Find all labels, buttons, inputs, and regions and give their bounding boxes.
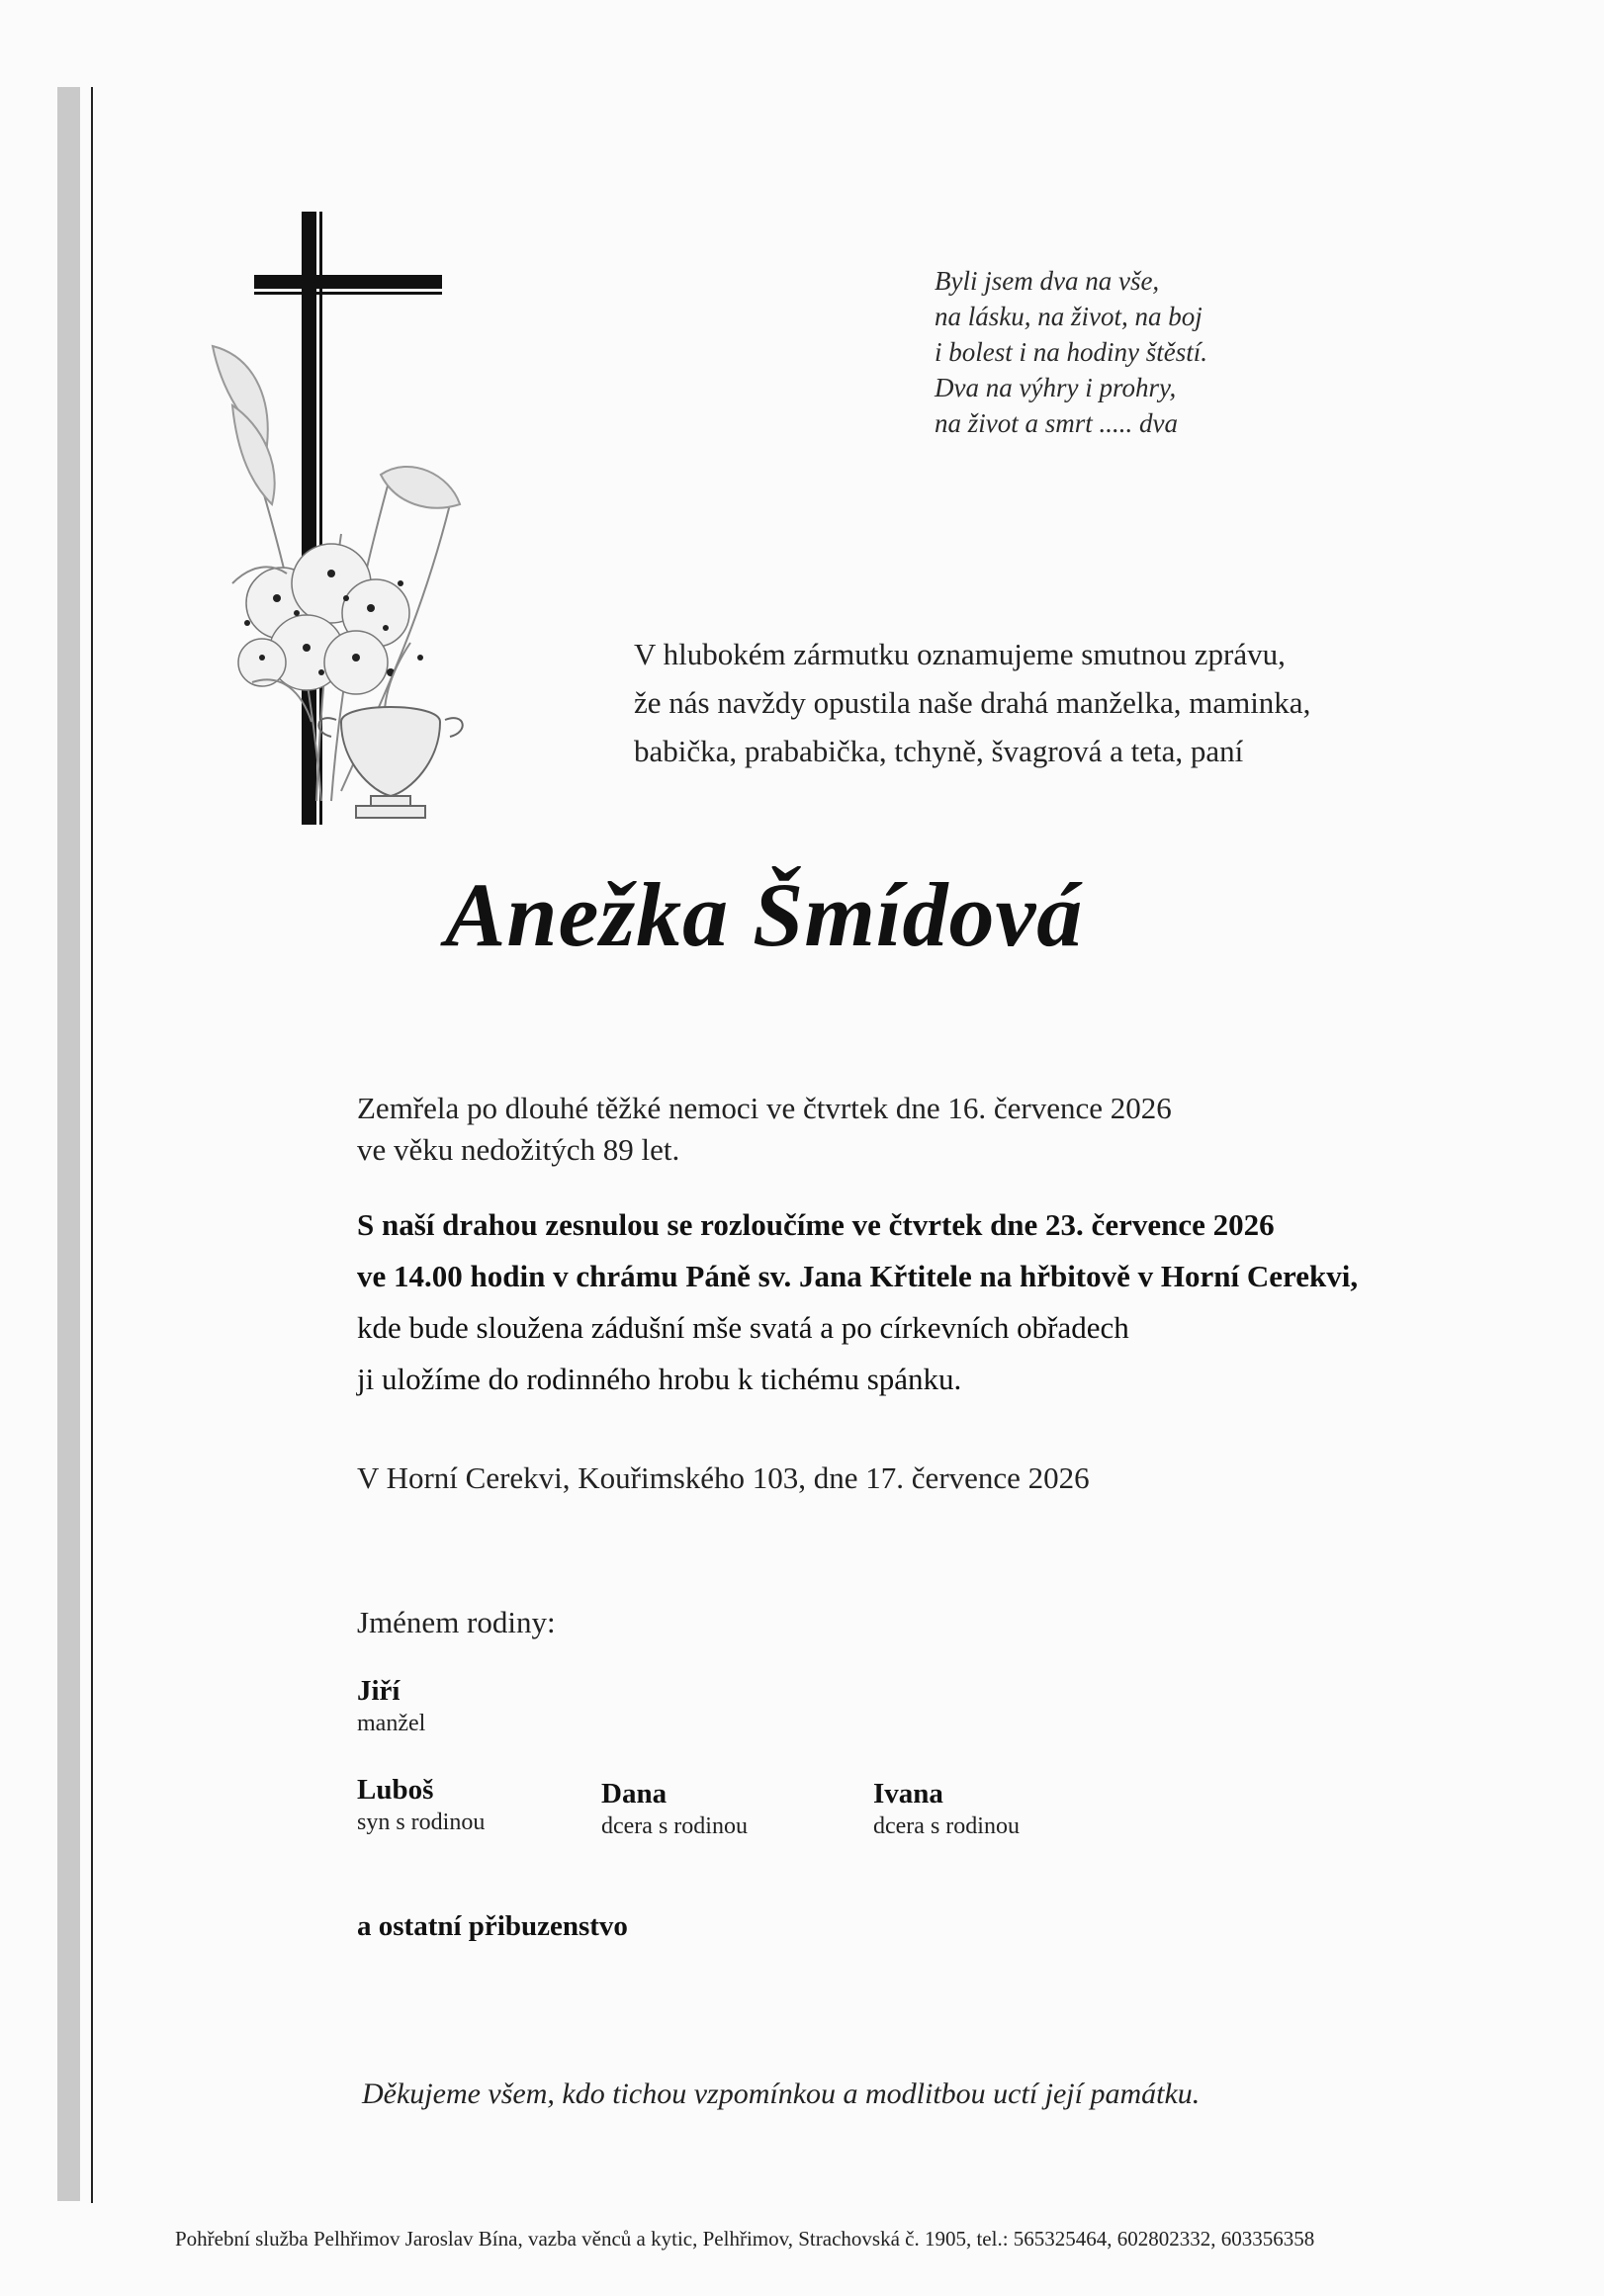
family-member-role: dcera s rodinou (873, 1813, 1020, 1839)
poem-line: i bolest i na hodiny štěstí. (935, 337, 1207, 367)
family-heading: Jménem rodiny: (357, 1605, 556, 1639)
announcement-line: V hlubokém zármutku oznamujeme smutnou zprávu, (634, 637, 1286, 671)
family-member-role: dcera s rodinou (601, 1813, 748, 1839)
deceased-name: Anežka Šmídová (445, 864, 1084, 965)
family-member-name: Jiří (357, 1675, 401, 1707)
poem (935, 263, 1207, 441)
funeral-info (357, 1199, 1358, 1405)
family-member-role: syn s rodinou (357, 1810, 486, 1835)
family-member-role: manžel (357, 1711, 426, 1736)
family-member (357, 1673, 425, 1738)
family-member-name: Dana (601, 1778, 668, 1810)
announcement (634, 630, 1310, 775)
death-info-line: Zemřela po dlouhé těžké nemoci ve čtvrtek dne 16. července 2026 (357, 1091, 1172, 1125)
announcement-line: že nás navždy opustila naše drahá manželka, maminka, (634, 685, 1311, 720)
poem-line: Byli jsem dva na vše, (935, 266, 1160, 296)
cross-with-lilies-and-urn-icon (193, 208, 509, 840)
side-black-line (91, 87, 93, 2203)
death-info (357, 1088, 1172, 1171)
poem-line: na život a smrt ..... dva (935, 408, 1178, 438)
family-member (873, 1776, 1020, 1841)
funeral-line: kde bude sloužena zádušní mše svatá a po církevních obřadech (357, 1310, 1129, 1345)
funeral-service-footer: Pohřební služba Pelhřimov Jaroslav Bína, vazba věnců a kytic, Pelhřimov, Strachovská č. 1905, tel.: 565325464, 602802332, 603356358 (175, 2227, 1315, 2251)
family-member (601, 1776, 748, 1841)
thanks-line: Děkujeme všem, kdo tichou vzpomínkou a modlitbou uctí její památku. (362, 2077, 1201, 2110)
family-member-name: Luboš (357, 1774, 434, 1806)
side-gray-bar (57, 87, 80, 2201)
place-date: V Horní Cerekvi, Kouřimského 103, dne 17. července 2026 (357, 1460, 1090, 1495)
death-info-line: ve věku nedožitých 89 let. (357, 1132, 680, 1167)
funeral-bold-line: S naší drahou zesnulou se rozloučíme ve čtvrtek dne 23. července 2026 (357, 1207, 1275, 1242)
funeral-bold-line: ve 14.00 hodin v chrámu Páně sv. Jana Křtitele na hřbitově v Horní Cerekvi, (357, 1259, 1359, 1293)
family-member-name: Ivana (873, 1778, 943, 1810)
poem-line: na lásku, na život, na boj (935, 302, 1203, 331)
family-member (357, 1772, 485, 1837)
funeral-line: ji uložíme do rodinného hrobu k tichému spánku. (357, 1362, 962, 1396)
other-relatives: a ostatní přibuzenstvo (357, 1910, 628, 1942)
announcement-line: babička, prababička, tchyně, švagrová a teta, paní (634, 734, 1244, 768)
poem-line: Dva na výhry i prohry, (935, 373, 1177, 402)
